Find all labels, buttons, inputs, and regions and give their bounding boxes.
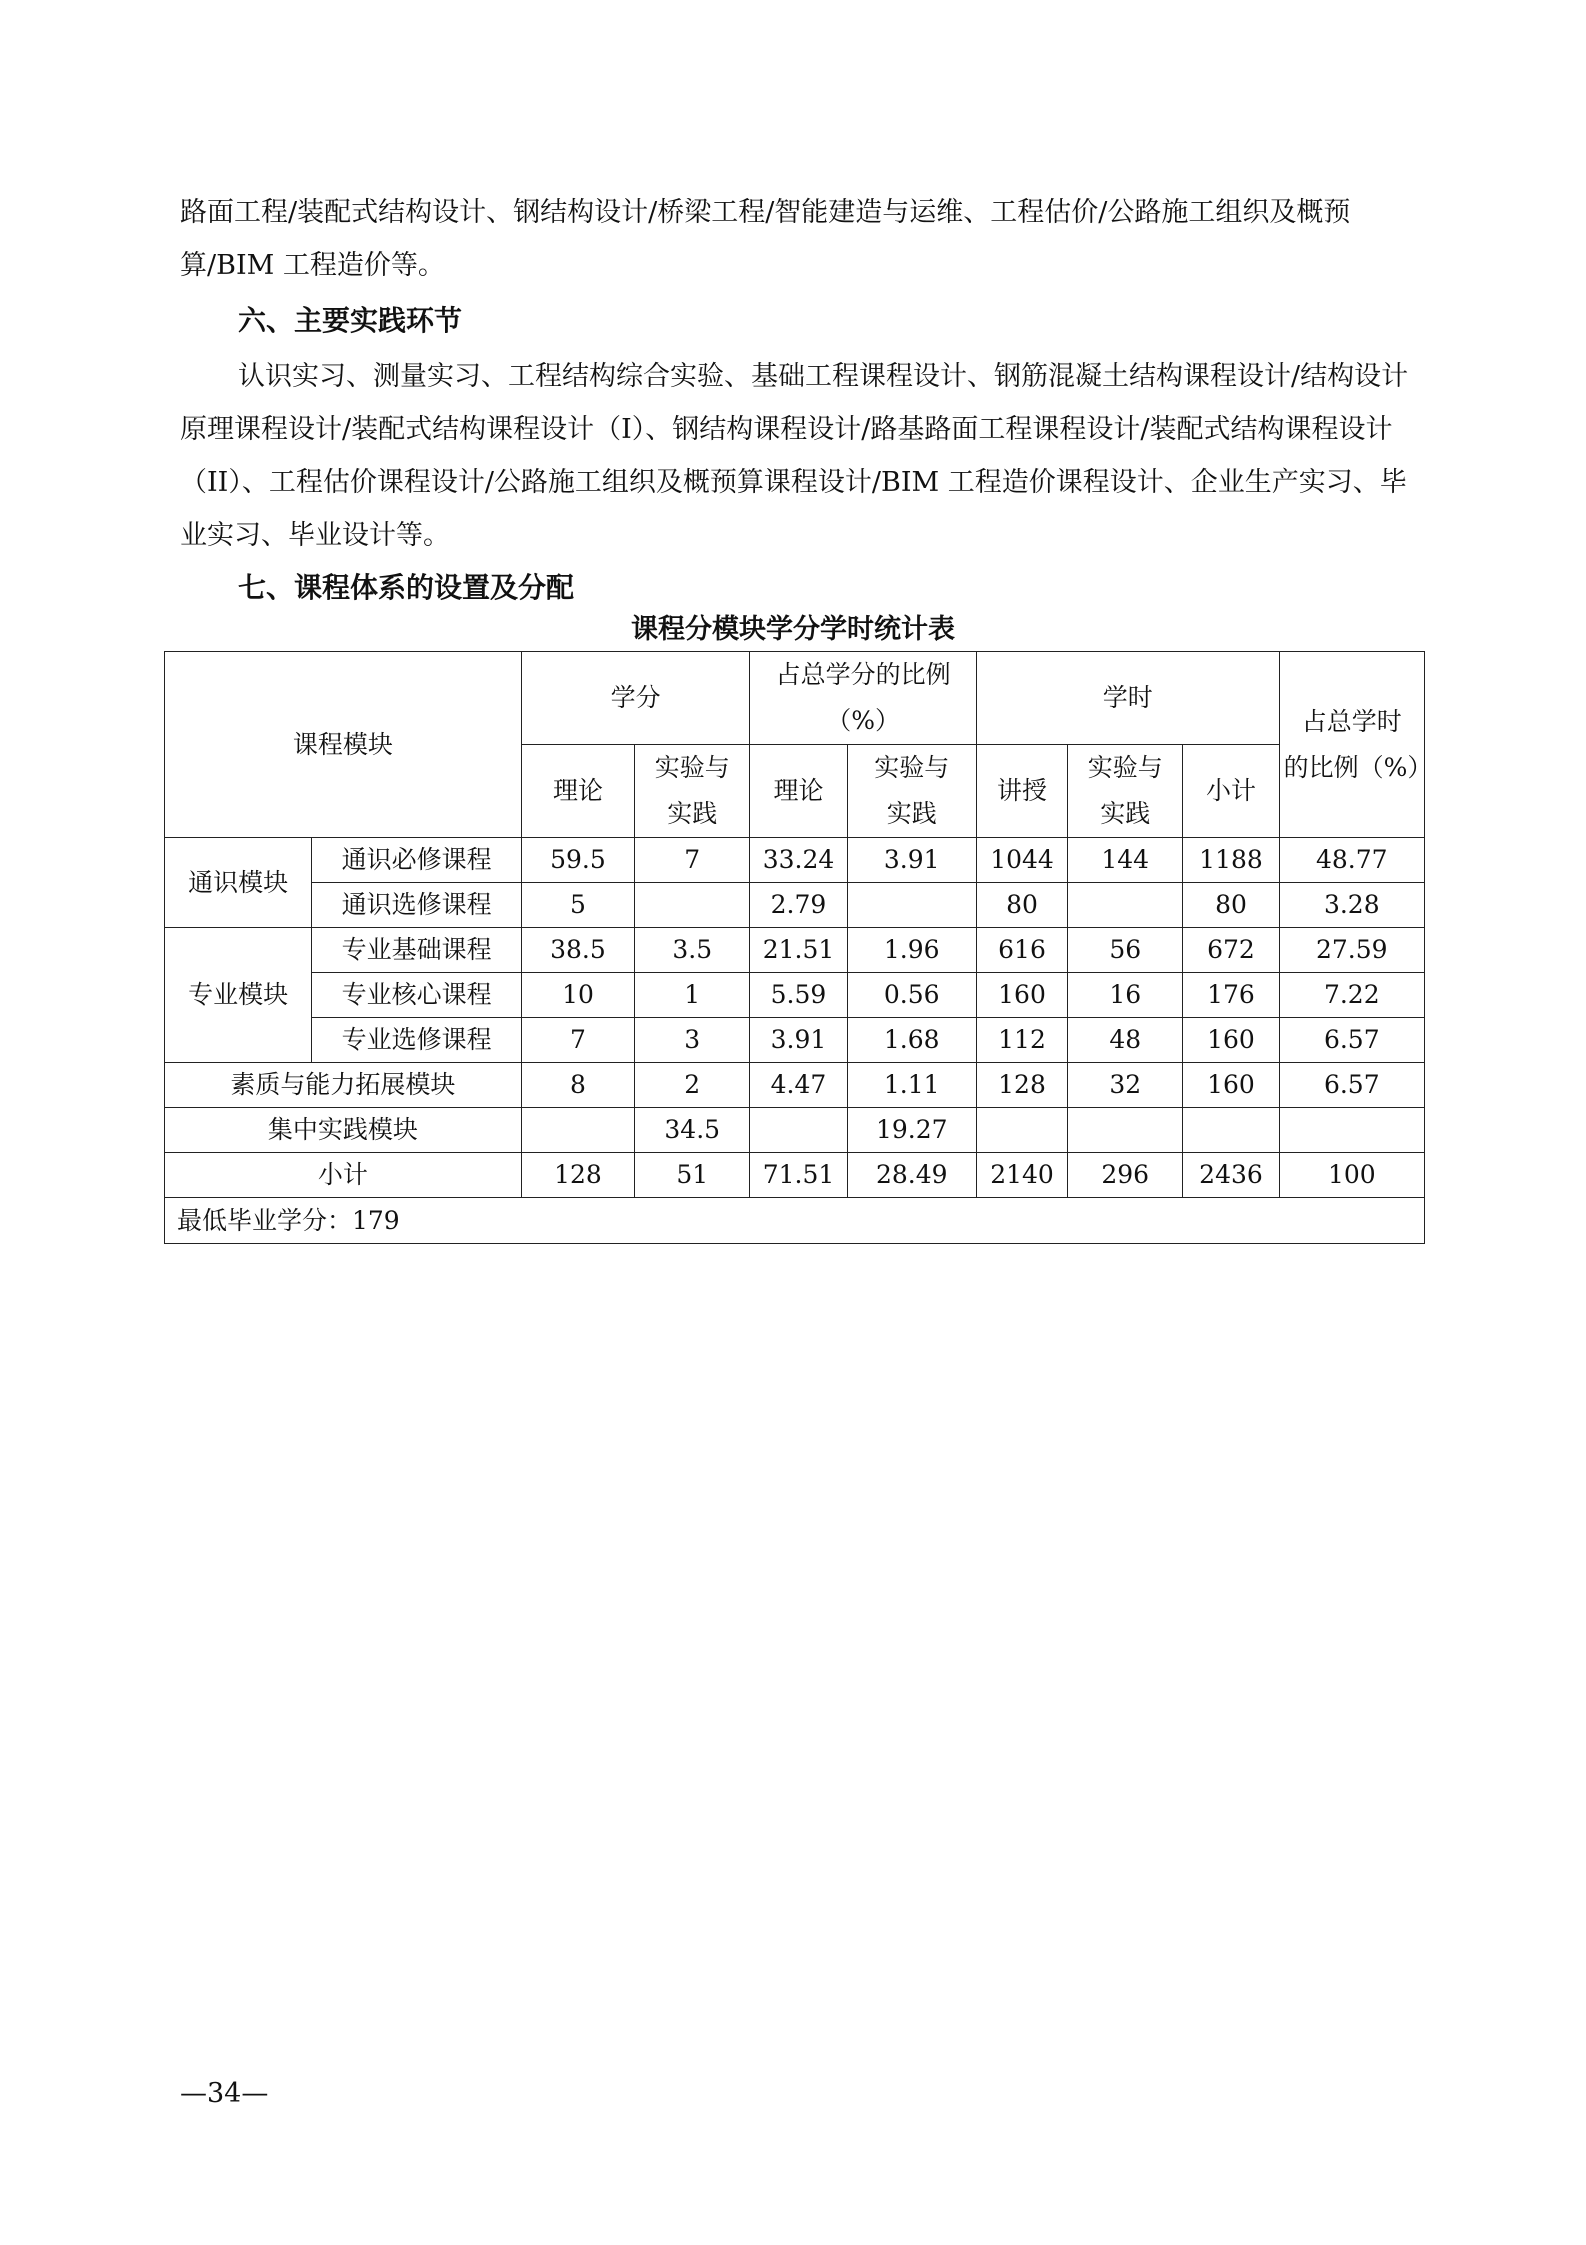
row-name: 专业基础课程 <box>312 928 522 973</box>
cell-ratio-theory: 21.51 <box>750 928 847 973</box>
cell-ratio-practice <box>847 883 976 928</box>
cell-ratio-theory: 2.79 <box>750 883 847 928</box>
header-practice-line2: 实践 <box>667 799 718 828</box>
cell-ratio-practice: 19.27 <box>847 1108 976 1153</box>
header-theory: 理论 <box>521 745 634 838</box>
table-row <box>165 1063 1425 1108</box>
cell-credit-theory: 38.5 <box>521 928 634 973</box>
cell-hours-lecture: 80 <box>976 883 1067 928</box>
group-general: 通识模块 <box>165 838 312 928</box>
section-heading-practice: 六、主要实践环节 <box>238 304 463 337</box>
row-name: 专业选修课程 <box>312 1018 522 1063</box>
cell-hours-lecture: 112 <box>976 1018 1067 1063</box>
row-name: 通识必修课程 <box>312 838 522 883</box>
cell-hour-ratio <box>1279 1108 1424 1153</box>
cell-credit-theory: 59.5 <box>521 838 634 883</box>
cell-hours-lecture <box>976 1108 1067 1153</box>
header-hours-practice-line2: 实践 <box>1100 799 1151 828</box>
cell-hour-ratio: 3.28 <box>1279 883 1424 928</box>
cell-ratio-theory: 33.24 <box>750 838 847 883</box>
cell-ratio-practice: 1.96 <box>847 928 976 973</box>
header-credits: 学分 <box>521 652 750 745</box>
cell-hours-practice <box>1068 1108 1183 1153</box>
cell-hours-practice: 32 <box>1068 1063 1183 1108</box>
cell-hours-lecture: 2140 <box>976 1153 1067 1198</box>
paragraph-practice: 认识实习、测量实习、工程结构综合实验、基础工程课程设计、钢筋混凝土结构课程设计/结构设计原理课程设计/装配式结构课程设计（I）、钢结构课程设计/路基路面工程课程设计/装配式结构课程设计（II）、工程估价课程设计/公路施工组织及概预算课程设计/BIM 工程造价课程设计、企业生产实习、毕业实习、毕业设计等。 <box>180 361 1409 551</box>
table-row <box>165 838 1425 883</box>
cell-hours-lecture: 128 <box>976 1063 1067 1108</box>
header-hours-practice-line1: 实验与 <box>1087 753 1163 782</box>
cell-ratio-theory: 3.91 <box>750 1018 847 1063</box>
header-credit-ratio-line1: 占总学分的比例 <box>775 660 951 689</box>
table-row <box>165 928 1425 973</box>
cell-ratio-practice: 1.11 <box>847 1063 976 1108</box>
cell-ratio-theory: 5.59 <box>750 973 847 1018</box>
cell-hours-total: 80 <box>1183 883 1279 928</box>
row-name: 通识选修课程 <box>312 883 522 928</box>
cell-hours-total <box>1183 1108 1279 1153</box>
cell-hours-lecture: 1044 <box>976 838 1067 883</box>
group-major: 专业模块 <box>165 928 312 1063</box>
cell-credit-theory: 128 <box>521 1153 634 1198</box>
table-title: 课程分模块学分学时统计表 <box>631 614 955 645</box>
cell-hour-ratio: 7.22 <box>1279 973 1424 1018</box>
cell-credit-practice: 1 <box>635 973 750 1018</box>
header-hours: 学时 <box>976 652 1279 745</box>
cell-credit-practice: 3 <box>635 1018 750 1063</box>
cell-hours-practice: 296 <box>1068 1153 1183 1198</box>
header-credit-ratio-line2: （%） <box>826 706 901 735</box>
header-practice-line1: 实验与 <box>654 753 730 782</box>
cell-credit-theory: 5 <box>521 883 634 928</box>
header-ratio-theory: 理论 <box>750 745 847 838</box>
header-ratio-practice-line1: 实验与 <box>874 753 950 782</box>
table-row <box>165 973 1425 1018</box>
cell-hour-ratio: 27.59 <box>1279 928 1424 973</box>
row-name: 专业核心课程 <box>312 973 522 1018</box>
cell-credit-practice: 34.5 <box>635 1108 750 1153</box>
cell-ratio-practice: 3.91 <box>847 838 976 883</box>
cell-ratio-practice: 0.56 <box>847 973 976 1018</box>
cell-ratio-theory <box>750 1108 847 1153</box>
cell-credit-theory <box>521 1108 634 1153</box>
cell-ratio-practice: 1.68 <box>847 1018 976 1063</box>
table-row <box>165 1018 1425 1063</box>
credit-hours-table <box>164 651 1433 1244</box>
row-name: 小计 <box>165 1153 522 1198</box>
cell-hours-practice: 48 <box>1068 1018 1183 1063</box>
header-practice <box>635 745 750 838</box>
table-row <box>165 883 1425 928</box>
cell-hours-practice <box>1068 883 1183 928</box>
header-ratio-practice-line2: 实践 <box>886 799 937 828</box>
cell-credit-theory: 10 <box>521 973 634 1018</box>
page-number: —34— <box>180 2078 269 2109</box>
cell-hours-total: 160 <box>1183 1063 1279 1108</box>
table-row-subtotal <box>165 1153 1425 1198</box>
cell-ratio-theory: 4.47 <box>750 1063 847 1108</box>
header-lecture: 讲授 <box>976 745 1067 838</box>
cell-hour-ratio: 100 <box>1279 1153 1424 1198</box>
cell-hours-practice: 16 <box>1068 973 1183 1018</box>
header-credit-ratio <box>750 652 977 745</box>
cell-credit-theory: 8 <box>521 1063 634 1108</box>
cell-hours-total: 2436 <box>1183 1153 1279 1198</box>
row-name: 集中实践模块 <box>165 1108 522 1153</box>
cell-hour-ratio: 6.57 <box>1279 1018 1424 1063</box>
cell-credit-practice: 2 <box>635 1063 750 1108</box>
header-subtotal: 小计 <box>1183 745 1279 838</box>
cell-credit-practice: 51 <box>635 1153 750 1198</box>
cell-credit-theory: 7 <box>521 1018 634 1063</box>
cell-ratio-theory: 71.51 <box>750 1153 847 1198</box>
cell-hours-practice: 144 <box>1068 838 1183 883</box>
header-module: 课程模块 <box>165 652 522 838</box>
header-hour-ratio-line1: 占总学时 <box>1301 706 1402 736</box>
header-hour-ratio-line2: 的比例（%） <box>1283 752 1433 782</box>
cell-hours-lecture: 616 <box>976 928 1067 973</box>
cell-hour-ratio: 6.57 <box>1279 1063 1424 1108</box>
cell-hours-total: 176 <box>1183 973 1279 1018</box>
cell-hours-practice: 56 <box>1068 928 1183 973</box>
header-ratio-practice <box>847 745 976 838</box>
cell-credit-practice: 3.5 <box>635 928 750 973</box>
table-footnote: 最低毕业学分：179 <box>165 1198 1425 1244</box>
table-row <box>165 1108 1425 1153</box>
cell-credit-practice: 7 <box>635 838 750 883</box>
row-name: 素质与能力拓展模块 <box>165 1063 522 1108</box>
cell-hours-total: 160 <box>1183 1018 1279 1063</box>
header-hour-ratio <box>1279 652 1433 838</box>
section-heading-course-system: 七、课程体系的设置及分配 <box>238 571 575 604</box>
header-hours-practice <box>1068 745 1183 838</box>
cell-hours-total: 1188 <box>1183 838 1279 883</box>
cell-ratio-practice: 28.49 <box>847 1153 976 1198</box>
paragraph-course-list: 路面工程/装配式结构设计、钢结构设计/桥梁工程/智能建造与运维、工程估价/公路施工组织及概预算/BIM 工程造价等。 <box>180 197 1351 281</box>
cell-hour-ratio: 48.77 <box>1279 838 1424 883</box>
cell-credit-practice <box>635 883 750 928</box>
cell-hours-lecture: 160 <box>976 973 1067 1018</box>
cell-hours-total: 672 <box>1183 928 1279 973</box>
